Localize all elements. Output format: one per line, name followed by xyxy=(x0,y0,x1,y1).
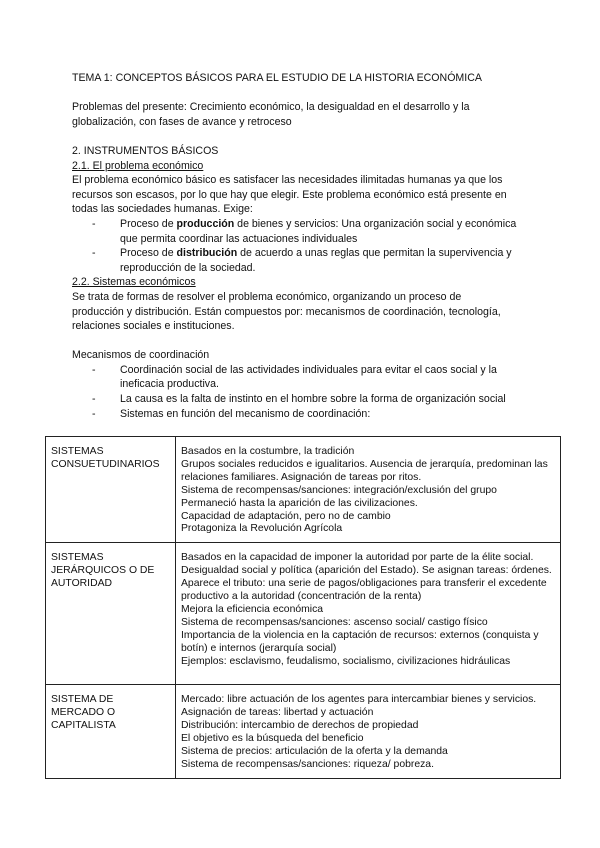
subsection-heading: 2.1. El problema económico xyxy=(72,159,204,172)
paragraph-line: relaciones sociales e instituciones. xyxy=(72,320,235,333)
system-description-cell: Mercado: libre actuación de los agentes para intercambiar bienes y servicios. Asignación de tareas: libertad y actuación Distribución: intercambio de derechos de propiedad El objetivo es la búsqueda del beneficio Sistema de precios: articulación de la oferta y la demanda Sistema de recompensas/sanciones: riqueza/ pobreza. xyxy=(176,685,561,778)
document-title: TEMA 1: CONCEPTOS BÁSICOS PARA EL ESTUDIO DE LA HISTORIA ECONÓMICA xyxy=(72,72,482,84)
paragraph-line: producción y distribución. Están compuestos por: mecanismos de coordinación, tecnología, xyxy=(72,305,501,318)
list-item: - Proceso de distribución de acuerdo a unas reglas que permitan la supervivencia y reproducción de la sociedad. xyxy=(72,246,542,275)
list-item: - La causa es la falta de instinto en el hombre sobre la forma de organización social xyxy=(72,392,542,407)
system-description-cell: Basados en la costumbre, la tradición Grupos sociales reducidos e igualitarios. Ausencia de jerarquía, predominan las relaciones familiares. Asignación de tareas por ritos. Sistema de recompensas/sanciones: integración/exclusión del grupo Permaneció hasta la aparición de las civilizaciones. Capacidad de adaptación, pero no de cambio Protagoniza la Revolución Agrícola xyxy=(176,437,561,543)
mechanisms-heading: Mecanismos de coordinación xyxy=(72,349,210,362)
mechanisms-list xyxy=(72,363,542,421)
system-name-cell: SISTEMA DE MERCADO O CAPITALISTA xyxy=(46,685,176,778)
paragraph-line: El problema económico básico es satisfacer las necesidades ilimitadas humanas ya que los xyxy=(72,174,503,187)
paragraph-line: todas las sociedades humanas. Exige: xyxy=(72,203,253,216)
subsection-heading: 2.2. Sistemas económicos xyxy=(72,276,196,289)
paragraph-line: Se trata de formas de resolver el problema económico, organizando un proceso de xyxy=(72,290,462,303)
system-name-cell: SISTEMAS JERÁRQUICOS O DE AUTORIDAD xyxy=(46,543,176,685)
list-item: - Sistemas en función del mecanismo de coordinación: xyxy=(72,407,542,422)
document-body xyxy=(72,71,542,421)
intro-line: Problemas del presente: Crecimiento económico, la desigualdad en el desarrollo y la xyxy=(72,101,470,114)
section-heading: 2. INSTRUMENTOS BÁSICOS xyxy=(72,144,219,157)
system-name-cell: SISTEMAS CONSUETUDINARIOS xyxy=(46,437,176,543)
intro-line: globalización, con fases de avance y retroceso xyxy=(72,115,292,128)
requirements-list xyxy=(72,217,542,275)
system-description-cell: Basados en la capacidad de imponer la autoridad por parte de la élite social. Desigualdad social y política (aparición del Estado). Se asignan tareas: órdenes. Aparece el tributo: una serie de pagos/obligaciones para transferir el excedente productivo a la autoridad (concentración de la renta) Mejora la eficiencia económica Sistema de recompensas/sanciones: ascenso social/ castigo físico Importancia de la violencia en la captación de recursos: externos (conquista y botín) e internos (jerarquía social) Ejemplos: esclavismo, feudalismo, socialismo, civilizaciones hidráulicas xyxy=(176,543,561,685)
systems-table xyxy=(45,436,561,779)
table-row xyxy=(46,543,561,685)
table-row xyxy=(46,685,561,778)
list-item: - Proceso de producción de bienes y servicios: Una organización social y económica que permita coordinar las actuaciones individuales xyxy=(72,217,542,246)
table-row xyxy=(46,437,561,543)
list-item: - Coordinación social de las actividades individuales para evitar el caos social y la ineficacia productiva. xyxy=(72,363,542,392)
paragraph-line: recursos son escasos, por lo que hay que elegir. Este problema económico está presente en xyxy=(72,188,507,201)
